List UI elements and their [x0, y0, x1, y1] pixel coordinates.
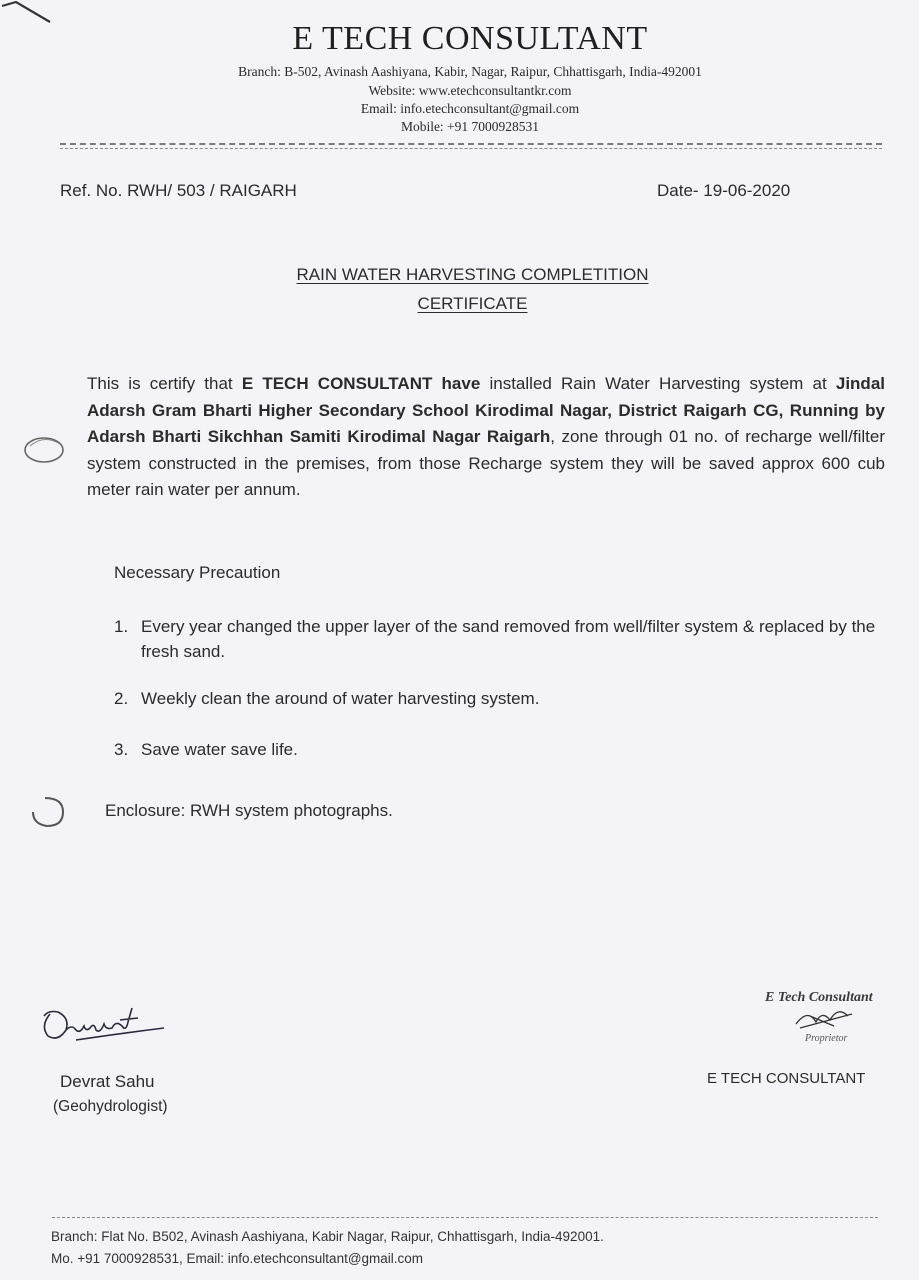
signatory-role: (Geohydrologist) — [53, 1098, 168, 1115]
signature-devrat — [36, 1000, 176, 1050]
body-company-bold: E TECH CONSULTANT have — [241, 374, 481, 393]
footer-branch: Branch: Flat No. B502, Avinash Aashiyana, Kabir Nagar, Raipur, Chhattisgarh, India-492001. — [51, 1229, 604, 1244]
stamp-role: Proprietor — [805, 1033, 848, 1044]
list-item-number: 2. — [114, 689, 129, 708]
letterhead-website: Website: www.etechconsultantkr.com — [368, 83, 572, 98]
letterhead-branch: Branch: B-502, Avinash Aashiyana, Kabir, Nagar, Raipur, Chhattisgarh, India-492001 — [238, 64, 702, 79]
certificate-title-line2: CERTIFICATE — [417, 294, 528, 313]
letterhead-divider — [60, 143, 882, 149]
list-item-number: 3. — [114, 740, 129, 759]
hole-punch-mark-bottom — [25, 794, 70, 834]
letterhead-mobile: Mobile: +91 7000928531 — [400, 119, 540, 134]
list-item — [114, 737, 894, 762]
proprietor-signature — [790, 1002, 860, 1034]
body-text-details: , zone through 01 no. of recharge well/filter system constructed in the premises, from those Recharge system they will be saved approx 600 cub meter rain water per annum. — [87, 427, 885, 499]
company-signatory-name: E TECH CONSULTANT — [707, 1070, 866, 1087]
certificate-title-line1: RAIN WATER HARVESTING COMPLETITION — [296, 265, 649, 284]
body-site-bold: Jindal Adarsh Gram Bharti Higher Secondary School Kirodimal Nagar, District Raigarh CG, Running by Adarsh Bharti Sikchhan Samiti Kirodimal Nagar Raigarh — [87, 374, 885, 446]
certificate-body — [87, 371, 885, 504]
list-item-text: Weekly clean the around of water harvesting system. — [141, 689, 540, 708]
footer-divider — [52, 1217, 878, 1218]
hole-punch-mark-top — [20, 430, 70, 470]
letterhead-email: Email: info.etechconsultant@gmail.com — [360, 101, 580, 116]
body-text-installed: installed Rain Water Harvesting system at — [480, 374, 836, 393]
body-text-intro: This is certify that — [87, 374, 242, 393]
reference-number: Ref. No. RWH/ 503 / RAIGARH — [60, 181, 297, 200]
list-item-text: Save water save life. — [141, 740, 298, 759]
precaution-heading: Necessary Precaution — [114, 563, 281, 582]
precaution-list — [114, 614, 894, 762]
signatory-name: Devrat Sahu — [60, 1072, 155, 1091]
list-item — [114, 614, 894, 664]
list-item-number: 1. — [114, 617, 129, 636]
list-item-text: Every year changed the upper layer of the sand removed from well/filter system & replaced by the fresh sand. — [141, 617, 876, 661]
document-date: Date- 19-06-2020 — [657, 181, 791, 200]
enclosure-note: Enclosure: RWH system photographs. — [105, 801, 393, 820]
list-item — [114, 686, 894, 711]
company-name: E TECH CONSULTANT — [292, 20, 648, 57]
footer-contact: Mo. +91 7000928531, Email: info.etechconsultant@gmail.com — [51, 1251, 424, 1266]
stamp-company: E Tech Consultant — [765, 990, 873, 1005]
